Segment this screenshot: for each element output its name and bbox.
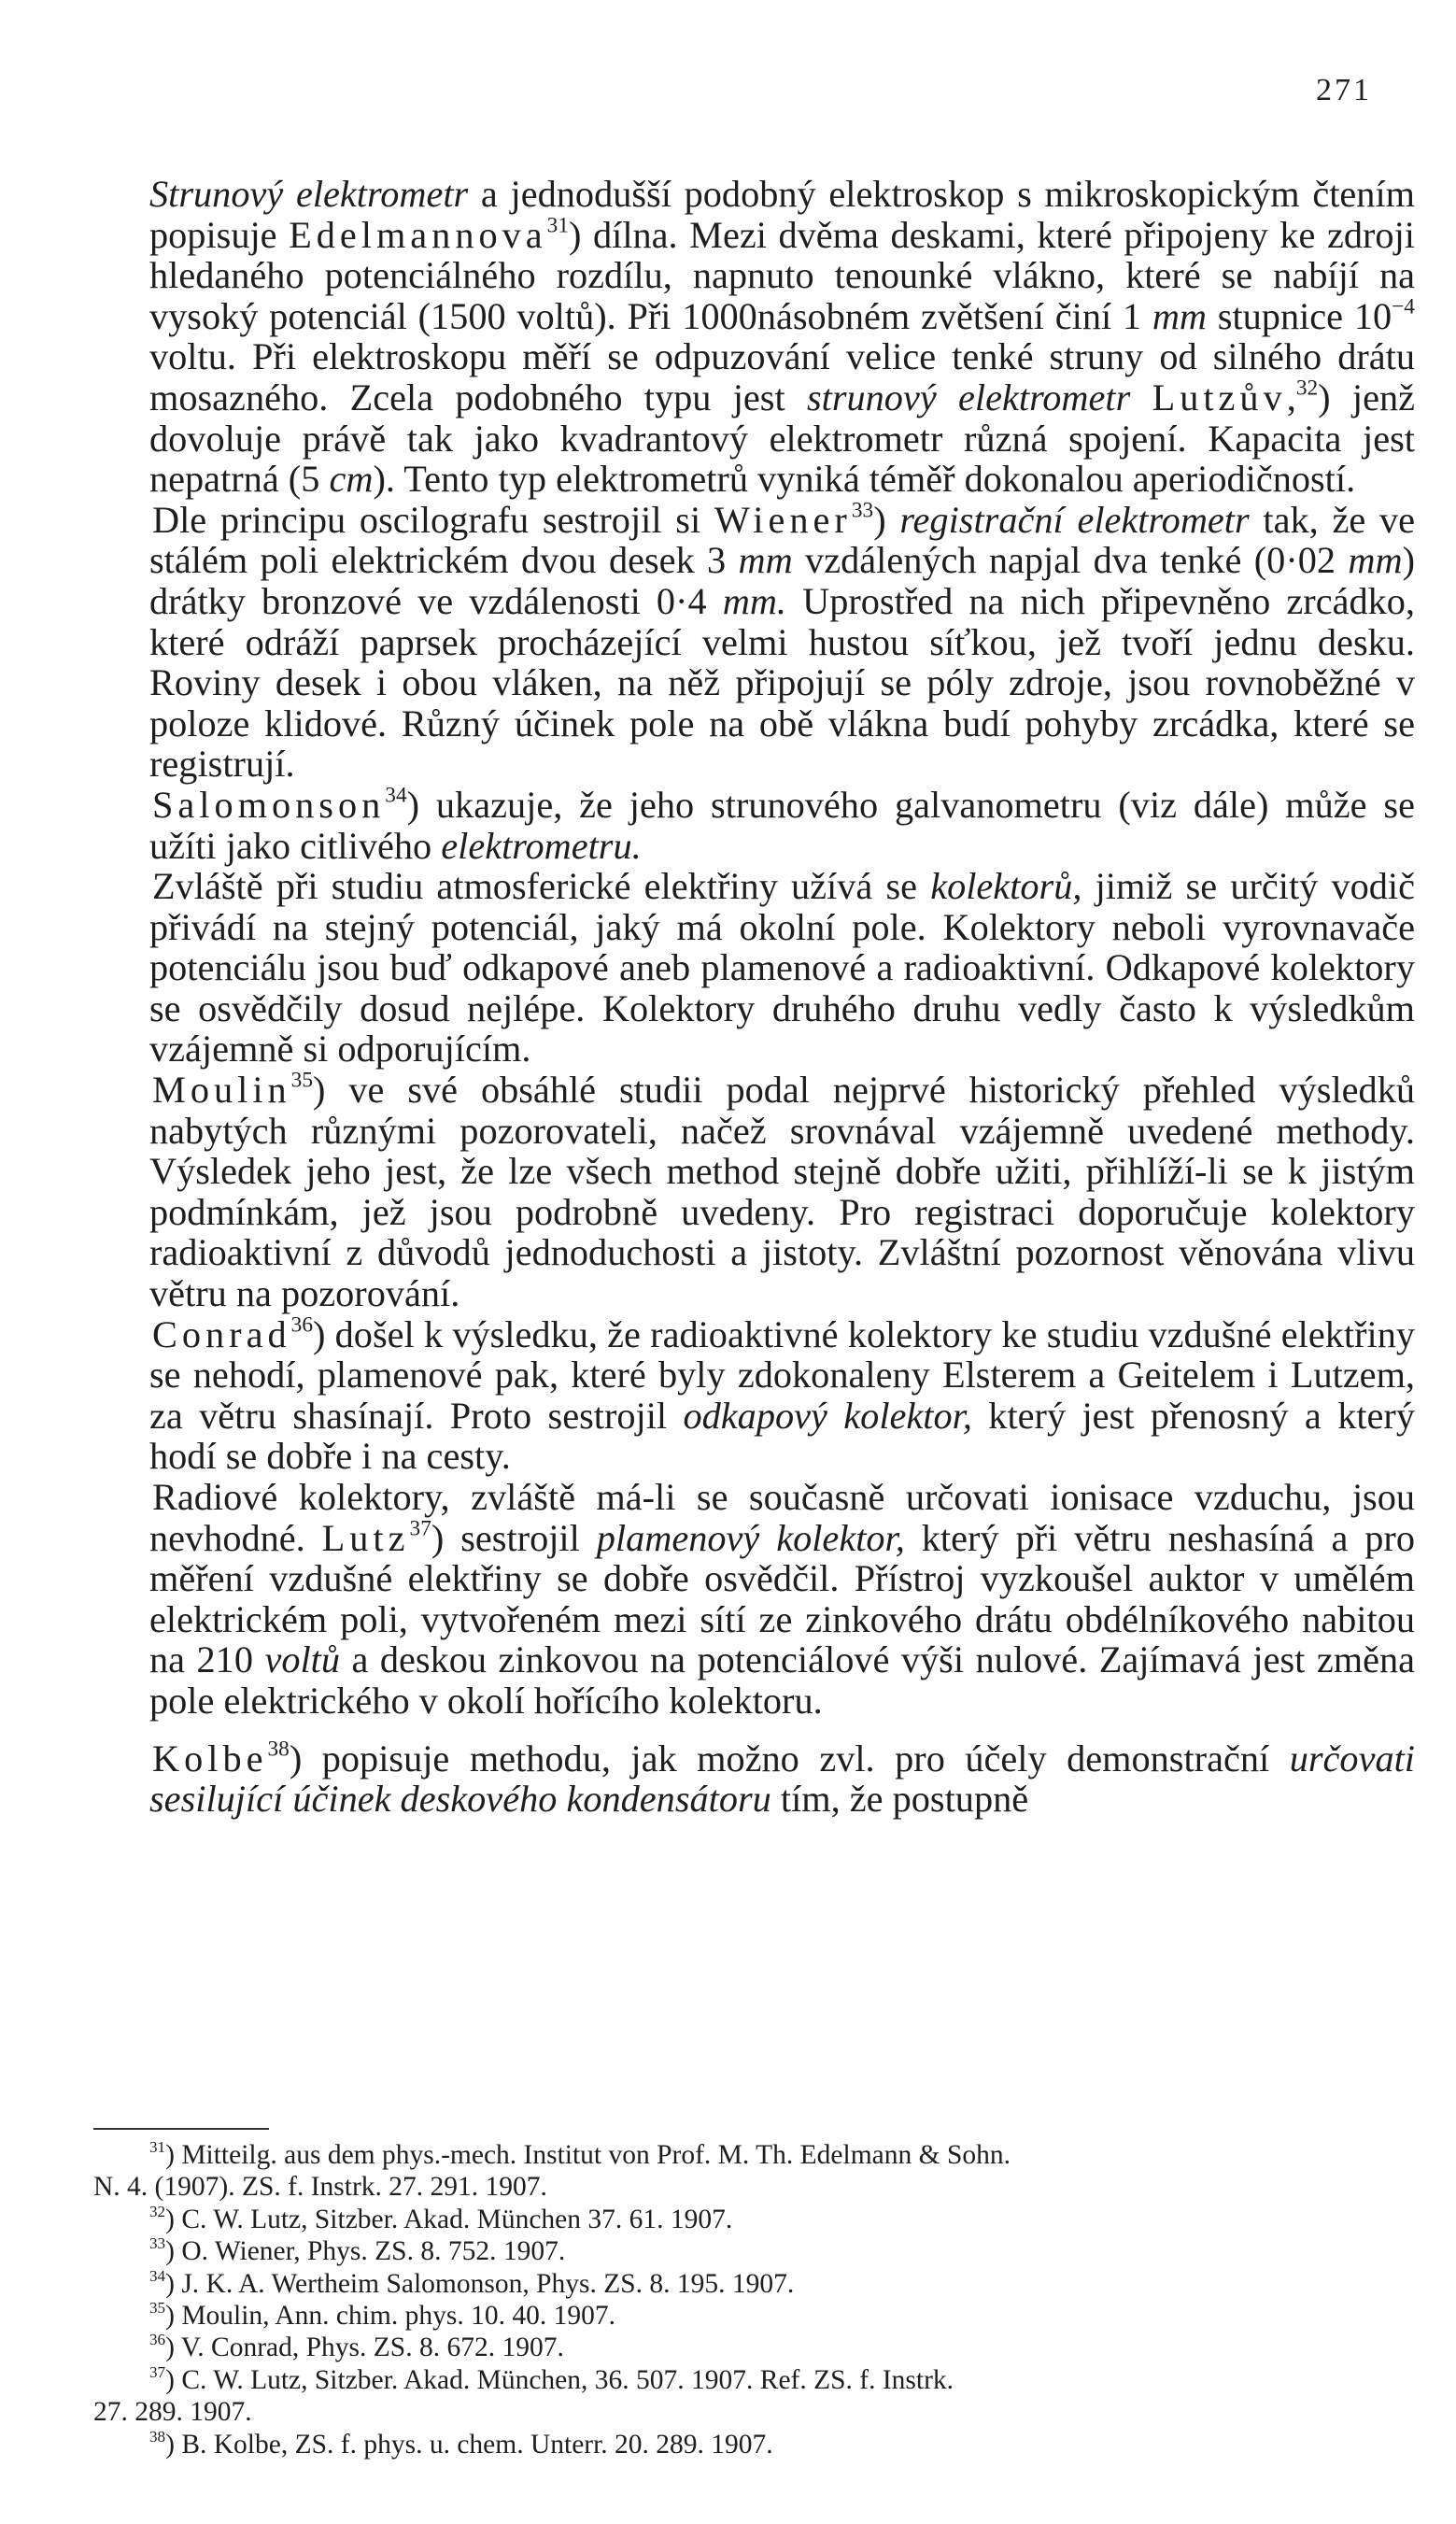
paragraph [149, 1477, 1415, 1722]
footnote-text: C. W. Lutz, Sitzber. Akad. München 37. 61. 1907. [181, 2204, 733, 2234]
footnote-text: B. Kolbe, ZS. f. phys. u. chem. Unterr. 20. 289. 1907. [181, 2429, 773, 2460]
footnote-number: 33 [149, 2234, 166, 2253]
italic-text: kolektorů, [930, 865, 1082, 908]
footnote-paren: ) [165, 2236, 182, 2267]
italic-text: mm [738, 539, 793, 582]
text-run: a jednodušší podobný elektroskop s mikroskopickým čtením popisuje [149, 173, 1415, 256]
text-run: ) sestrojil [431, 1516, 597, 1559]
spaced-name: Moulin [152, 1069, 291, 1112]
footnotes [93, 2138, 1401, 2460]
footnote [149, 2235, 1401, 2267]
text-run: ) ve své obsáhlé studii podal nejprvé historický přehled výsledků nabytých různými pozorovateli, načež srovnával vzájemně uvedené methody. Výsledek jeho jest, že lze všech method stejně dobře užiti, přihlíží-li se k jistým podmínkám, jež jsou podrobně uvedeny. Pro registraci doporučuje kolektory radioaktivní z důvodů jednoduchosti a jistoty. Zvláštní pozornost věnována vlivu větru na pozorování. [149, 1069, 1415, 1315]
footnote-paren: ) [165, 2140, 182, 2170]
italic-text: elektrometru. [441, 824, 642, 867]
text-run: voltu. Při elektroskopu měří se odpuzování velice tenké struny od silného drátu mosazného. Zcela podobného typu jest [149, 335, 1415, 418]
spaced-name: Lutz [321, 1516, 410, 1559]
footnote-number: 32 [149, 2202, 166, 2220]
paragraph [149, 174, 1415, 500]
footnote-continuation: N. 4. (1907). ZS. f. Instrk. 27. 291. 1907. [93, 2172, 547, 2203]
text-run: tak, že ve stálém poli elektrickém dvou desek 3 [149, 498, 1415, 582]
italic-text: plamenový kolektor, [596, 1516, 905, 1559]
footnote-rule [93, 2128, 269, 2130]
text-run: stupnice 10 [1207, 294, 1392, 337]
spaced-name: Lutzův [1152, 376, 1287, 418]
page-number: 271 [1316, 73, 1372, 107]
text-run: ). Tento typ elektrometrů vyniká téměř dokonalou aperiodičností. [373, 458, 1356, 501]
footnote-ref: 34 [385, 783, 407, 808]
text-run: který jest přenosný a který hodí se dobře i na cesty. [149, 1394, 1415, 1478]
italic-text: určovati sesilující účinek deskového kondensátoru [149, 1737, 1415, 1821]
footnote-ref: 35 [290, 1068, 314, 1093]
spaced-name: Salomonson [152, 783, 386, 826]
text-run: jimiž se určitý vodič přivádí na stejný potenciál, jaký má okolní pole. Kolektory neboli vyrovnavače potenciálu jsou buď odkapové aneb plamenové a radioaktivní. Odkapové kolektory se osvědčily dosud nejlépe. Kolektory druhého druhu vedly často k výsledkům vzájemně si odporujícím. [149, 865, 1416, 1071]
text-run: ) drátky bronzové ve vzdálenosti 0·4 [149, 539, 1415, 622]
footnote-paren: ) [165, 2333, 181, 2363]
footnote-ref: 33 [851, 498, 874, 523]
spaced-name: Wiener [714, 498, 852, 541]
footnote-number: 38 [149, 2427, 166, 2446]
footnote [149, 2204, 1401, 2235]
spaced-name: Edelmannova [289, 213, 547, 256]
footnote-ref: 36 [290, 1312, 313, 1338]
footnote-ref: 31 [546, 213, 570, 238]
paragraph [149, 500, 1415, 785]
footnote-continuation: 27. 289. 1907. [93, 2397, 252, 2428]
paragraph [149, 1070, 1415, 1314]
paragraph [149, 866, 1415, 1070]
footnote-ref: 32 [1295, 376, 1319, 401]
text-run: Radiové kolektory, zvláště má-li se současně určovati ionisace vzduchu, jsou nevhodné. [149, 1476, 1415, 1559]
footnote-ref: 37 [409, 1516, 431, 1541]
footnote-text: Moulin, Ann. chim. phys. 10. 40. 1907. [181, 2301, 615, 2332]
text-run: ) ukazuje, že jeho strunového galvanometru (viz dále) může se užíti jako citlivého [149, 783, 1415, 867]
italic-text: registrační elektrometr [899, 498, 1250, 541]
italic-text: cm [329, 458, 374, 501]
italic-text: mm [1348, 539, 1403, 582]
footnote-number: 36 [149, 2331, 166, 2349]
footnote-paren: ) [165, 2364, 182, 2395]
text-run: ) došel k výsledku, že radioaktivné kolektory ke studiu vzdušné elektřiny se nehodí, plamenové pak, které byly zdokonaleny Elsterem a Geitelem i Lutzem, za větru shasínají. Proto sestrojil [149, 1312, 1415, 1437]
footnote-text: C. W. Lutz, Sitzber. Akad. München, 36. 507. 1907. Ref. ZS. f. Instrk. [181, 2364, 954, 2395]
footnote-number: 34 [149, 2266, 166, 2285]
text-run: ) [873, 498, 900, 541]
spaced-name: Kolbe [152, 1737, 268, 1780]
italic-text: mm [1152, 294, 1208, 337]
spaced-name: Conrad [152, 1312, 291, 1355]
footnote-text: V. Conrad, Phys. ZS. 8. 672. 1907. [180, 2333, 564, 2363]
footnote-paren: ) [165, 2429, 182, 2460]
paragraph [149, 1314, 1415, 1477]
italic-text: Strunový elektrometr [149, 173, 469, 215]
text-run: Dle principu oscilografu sestrojil si [152, 498, 714, 541]
footnote-paren: ) [165, 2204, 182, 2234]
text-run: tím, že postupně [770, 1778, 1029, 1821]
text-run: a deskou zinkovou na potenciálové výši nulové. Zajímavá jest změna pole elektrického v okolí hořícího kolektoru. [149, 1638, 1415, 1722]
italic-text: odkapový kolektor, [683, 1394, 972, 1437]
footnote [149, 2268, 1401, 2300]
footnote-number: 35 [149, 2299, 166, 2318]
text-run: ) jenž dovoluje právě tak jako kvadrantový elektrometr různá spojení. Kapacita jest nepatrná (5 [149, 376, 1415, 501]
paragraph [149, 1738, 1415, 1820]
footnote [149, 2332, 1401, 2363]
text-run [1130, 376, 1152, 418]
footnote-text: O. Wiener, Phys. ZS. 8. 752. 1907. [181, 2236, 566, 2267]
paragraph [149, 785, 1415, 866]
footnote [149, 2139, 1401, 2171]
footnote-ref: −4 [1392, 294, 1415, 319]
footnote [149, 2364, 1401, 2396]
text-run: vzdálených napjal dva tenké (0·02 [792, 539, 1349, 582]
italic-text: mm. [722, 579, 786, 622]
footnote-number: 37 [149, 2362, 166, 2381]
italic-text: voltů [264, 1638, 341, 1681]
footnote-ref: 38 [267, 1737, 290, 1762]
footnote-text: Mitteilg. aus dem phys.-mech. Institut von Prof. M. Th. Edelmann & Sohn. [181, 2140, 1011, 2170]
text-run: ) dílna. Mezi dvěma deskami, které připojeny ke zdroji hledaného potenciálného rozdílu, napnuto tenounké vlákno, které se nabíjí na vysoký potenciál (1500 voltů). Při 1000násobném zvětšení činí 1 [149, 213, 1415, 337]
text-run: , [1286, 376, 1296, 418]
footnote-paren: ) [165, 2301, 182, 2332]
main-text [149, 174, 1415, 1820]
footnote [149, 2429, 1401, 2460]
text-run: který při větru neshasíná a pro měření vzdušné elektřiny se dobře osvědčil. Přístroj vyzkoušel auktor v umělém elektrickém poli, vytvořeném mezi sítí ze zinkového drátu obdélníkového nabitou na 210 [149, 1516, 1415, 1681]
footnote-text: J. K. A. Wertheim Salomonson, Phys. ZS. 8. 195. 1907. [181, 2268, 795, 2299]
footnote-paren: ) [165, 2268, 182, 2299]
text-run: ) popisuje methodu, jak možno zvl. pro účely demonstrační [289, 1737, 1290, 1780]
footnote-number: 31 [149, 2138, 166, 2157]
text-run: Zvláště při studiu atmosferické elektřiny užívá se [152, 865, 931, 908]
italic-text: strunový elektrometr [806, 376, 1131, 418]
footnote [149, 2300, 1401, 2332]
text-run: Uprostřed na nich připevněno zrcádko, které odráží paprsek procházející velmi hustou síťkou, jež tvoří jednu desku. Roviny desek i obou vláken, na něž připojují se póly zdroje, jsou rovnoběžné v poloze klidové. Různý účinek pole na obě vlákna budí pohyby zrcádka, které se registrují. [149, 579, 1415, 786]
